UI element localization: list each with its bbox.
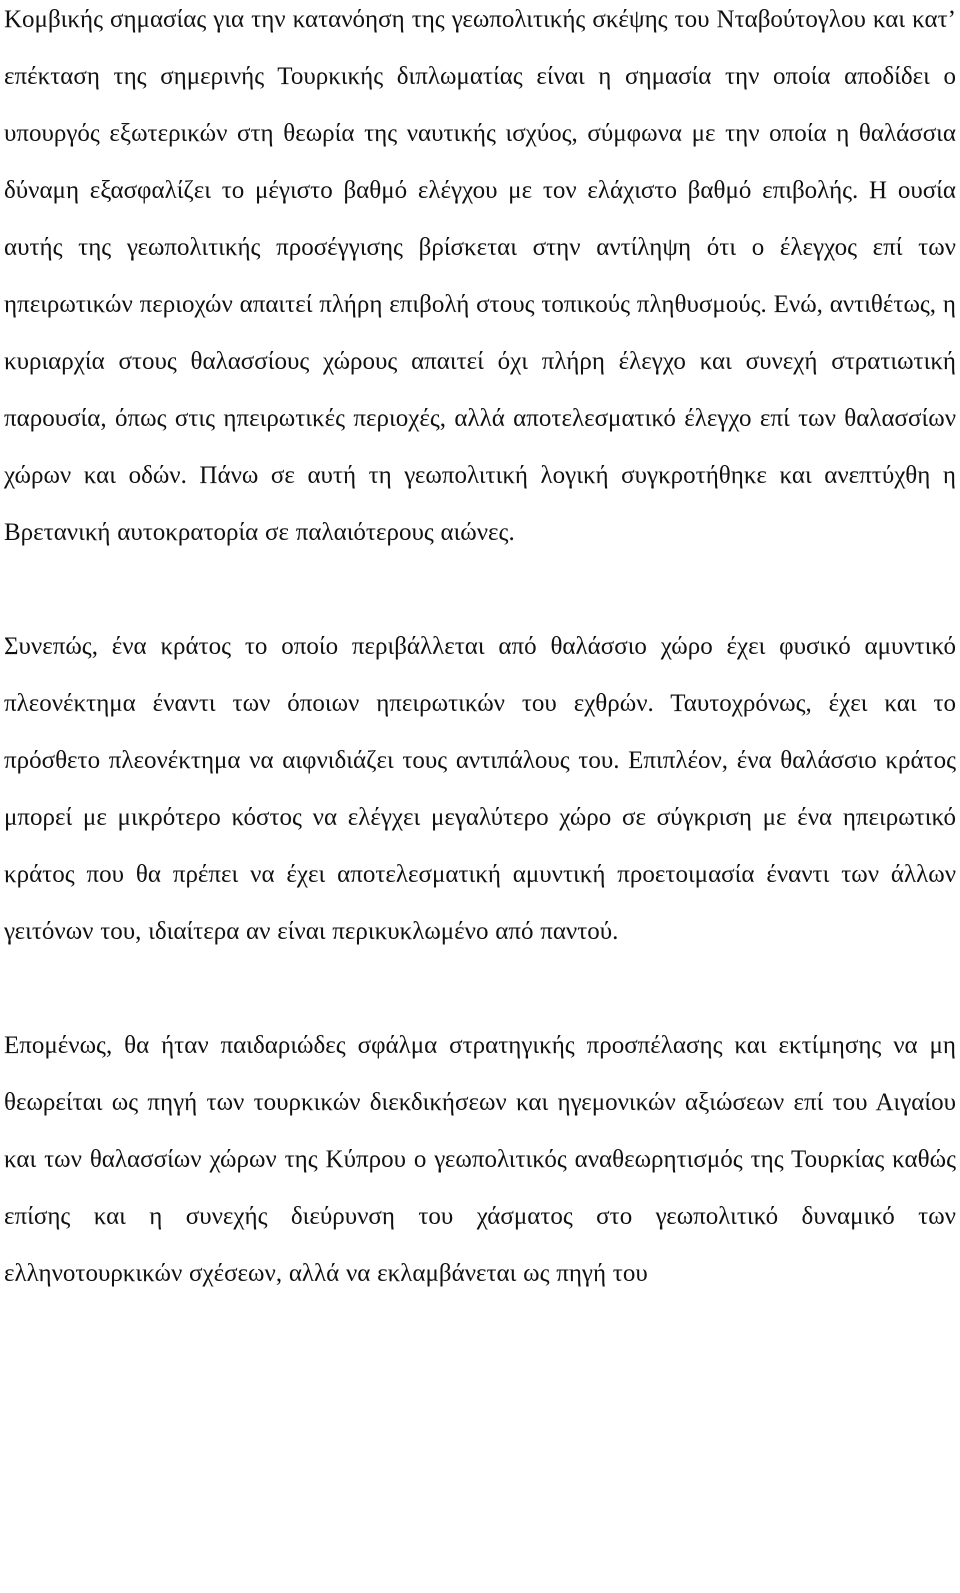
paragraph-spacer (4, 561, 956, 618)
paragraph-maritime-advantage: Συνεπώς, ένα κράτος το οποίο περιβάλλεται από θαλάσσιο χώρο έχει φυσικό αμυντικό πλεονέκτημα έναντι των όποιων ηπειρωτικών του εχθρών. Ταυτοχρόνως, έχει και το πρόσθετο πλεονέκτημα να αιφνιδιάζει τους αντιπάλους του. Επιπλέον, ένα θαλάσσιο κράτος μπορεί με μικρότερο κόστος να ελέγχει μεγαλύτερο χώρο σε σύγκριση με ένα ηπειρωτικό κράτος που θα πρέπει να έχει αποτελεσματική αμυντική προετοιμασία έναντι των άλλων γειτόνων του, ιδιαίτερα αν είναι περικυκλωμένο από παντού. (4, 633, 956, 945)
paragraph-spacer (4, 960, 956, 1017)
paragraph-naval-power-theory: Κομβικής σημασίας για την κατανόηση της γεωπολιτικής σκέψης του Νταβούτογλου και κατ’ επέκταση της σημερινής Τουρκικής διπλωματίας είναι η σημασία την οποία αποδίδει ο υπουργός εξωτερικών στη θεωρία της ναυτικής ισχύος, σύμφωνα με την οποία η θαλάσσια δύναμη εξασφαλίζει το μέγιστο βαθμό ελέγχου με τον ελάχιστο βαθμό επιβολής. Η ουσία αυτής της γεωπολιτικής προσέγγισης βρίσκεται στην αντίληψη ότι ο έλεγχος επί των ηπειρωτικών περιοχών απαιτεί πλήρη επιβολή στους τοπικούς πληθυσμούς. Ενώ, αντιθέτως, η κυριαρχία στους θαλασσίους χώρους απαιτεί όχι πλήρη έλεγχο και συνεχή στρατιωτική παρουσία, όπως στις ηπειρωτικές περιοχές, αλλά αποτελεσματικό έλεγχο επί των θαλασσίων χώρων και οδών. Πάνω σε αυτή τη γεωπολιτική λογική συγκροτήθηκε και ανεπτύχθη η Βρετανική αυτοκρατορία σε παλαιότερους αιώνες. (4, 6, 956, 546)
paragraph-strategic-conclusion: Επομένως, θα ήταν παιδαριώδες σφάλμα στρατηγικής προσπέλασης και εκτίμησης να μη θεωρείται ως πηγή των τουρκικών διεκδικήσεων και ηγεμονικών αξιώσεων επί του Αιγαίου και των θαλασσίων χώρων της Κύπρου ο γεωπολιτικός αναθεωρητισμός της Τουρκίας καθώς επίσης και η συνεχής διεύρυνση του χάσματος στο γεωπολιτικό δυναμικό των ελληνοτουρκικών σχέσεων, αλλά να εκλαμβάνεται ως πηγή του (4, 1032, 956, 1287)
